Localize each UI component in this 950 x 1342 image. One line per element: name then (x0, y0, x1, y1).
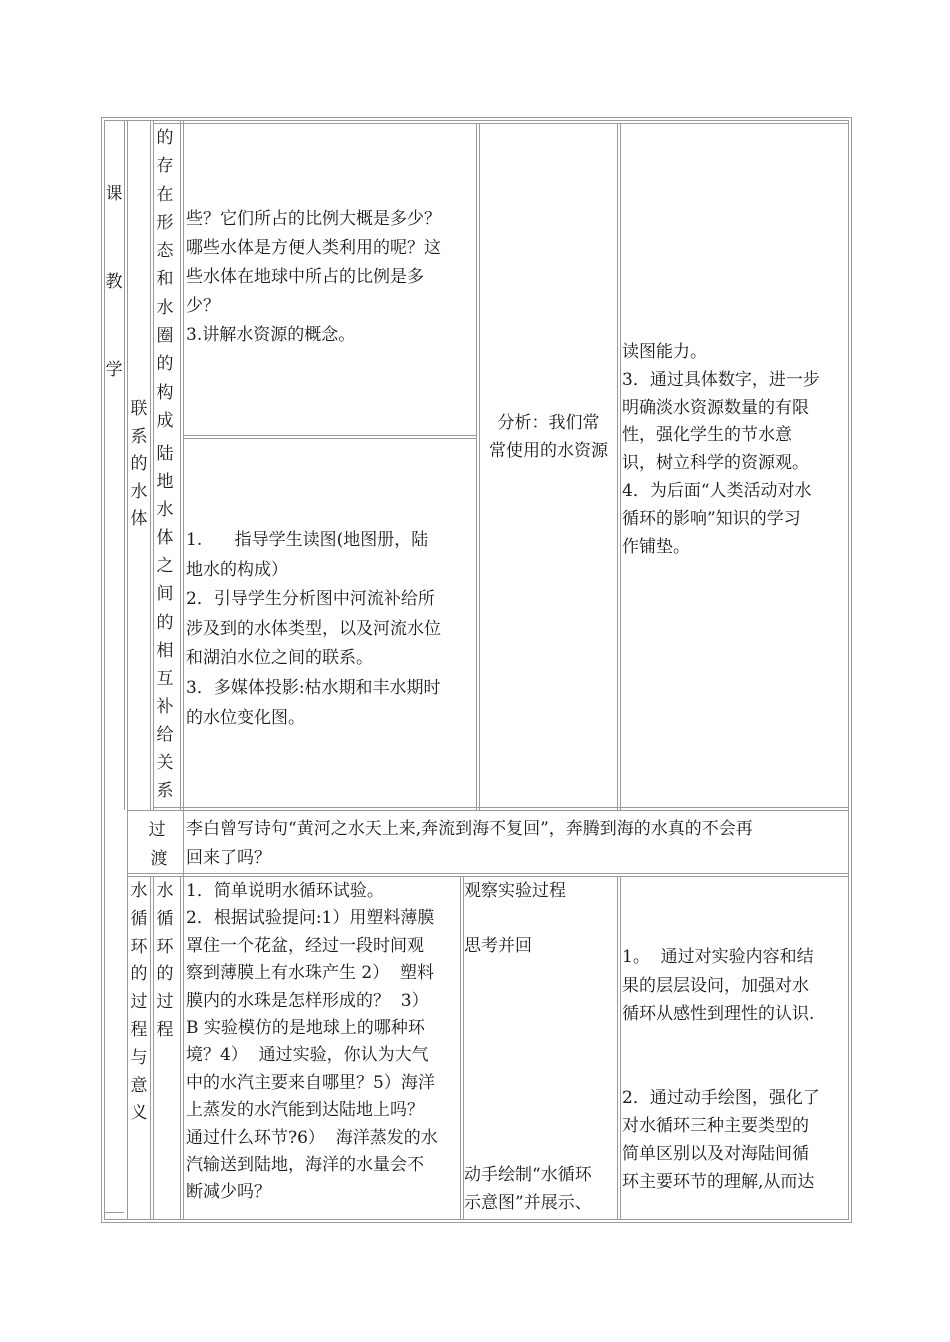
row3-intent-line: 简单区别以及对海陆间循 (622, 1144, 809, 1164)
row3-activity-line: 中的水汽主要来自哪里？5）海洋 (186, 1072, 435, 1093)
intent-line: 作铺垫。 (622, 536, 690, 557)
grid-line (127, 876, 849, 877)
teacher-activity-a (186, 205, 476, 350)
transition-text (186, 815, 848, 873)
intent-line: 读图能力。 (622, 342, 707, 362)
mid-label-text: 联系的水体 (130, 399, 148, 530)
row3-activity-line: 境？4） 通过实验，你认为大气 (186, 1045, 429, 1066)
mid-label (128, 396, 150, 534)
activity-a-line: 些水体在地球中所占的比例是多 (186, 267, 424, 287)
grid-line (479, 123, 480, 810)
grid-line (153, 807, 849, 808)
transition-label-line: 渡 (150, 849, 168, 869)
grid-line (183, 120, 184, 1220)
row3-activity-line: 察到薄膜上有水珠产生 2） 塑料 (186, 963, 435, 984)
grid-line (180, 876, 181, 1220)
intent-line: 3．通过具体数字，进一步 (622, 369, 820, 390)
grid-line (617, 123, 618, 810)
grid-line (180, 120, 181, 810)
activity-b-line: 1. 指导学生读图(地图册，陆 (186, 530, 429, 550)
grid-line (150, 120, 151, 810)
subtopic-a (154, 124, 176, 435)
row3-activity-line: 断减少吗？ (186, 1182, 271, 1203)
grid-line (620, 876, 621, 1220)
intent-line: 性，强化学生的节水意 (622, 425, 792, 446)
row3-intent-line: 2．通过动手绘图，强化了 (622, 1088, 820, 1108)
grid-line (153, 123, 849, 124)
subtopic-a-text: 的存在形态和水圈的构成 (156, 128, 174, 431)
grid-line (183, 438, 476, 439)
intent-line: 循环的影响”知识的学习 (622, 508, 801, 529)
grid-line (183, 435, 476, 436)
row3-activity (186, 878, 462, 1207)
grid-line (127, 810, 849, 811)
subtopic-b (154, 440, 176, 805)
grid-line (127, 873, 849, 874)
row3-activity-line: B 实验模仿的是地球上的哪种环 (186, 1018, 425, 1039)
activity-b-line: 的水位变化图。 (186, 707, 305, 728)
row3-subtopic (154, 878, 176, 1045)
grid-line (150, 876, 151, 1220)
activity-a-line: 少？ (186, 296, 220, 316)
activity-b-line: 2．引导学生分析图中河流补给所 (186, 589, 435, 610)
row3-subtopic-text: 水循环的过程 (156, 881, 174, 1040)
row3-intent-line: 对水循环三种主要类型的 (622, 1116, 809, 1136)
row3-activity-line: 膜内的水珠是怎样形成的？ 3） (186, 990, 429, 1011)
activity-a-line: 3.讲解水资源的概念。 (186, 325, 356, 345)
row3-activity-line: 1．简单说明水循环试验。 (186, 881, 384, 901)
grid-line (617, 876, 618, 1220)
row3-activity-line: 2．根据试验提问:1）用塑料薄膜 (186, 908, 435, 929)
row3-student-line: 观察实验过程 (464, 881, 566, 901)
student-line: 分析：我们常 (497, 413, 600, 433)
row3-student-c (464, 1161, 616, 1217)
activity-a-line: 哪些水体是方便人类利用的呢？这 (186, 238, 441, 258)
side-label (103, 150, 125, 414)
row3-activity-line: 罩住一个花盆，经过一段时间观 (186, 935, 424, 956)
row3-student-a (464, 878, 616, 906)
intent-line: 明确淡水资源数量的有限 (622, 397, 809, 418)
activity-b-line: 和湖泊水位之间的联系。 (186, 648, 373, 669)
activity-b-line: 3．多媒体投影:枯水期和丰水期时 (186, 677, 441, 698)
row3-activity-line: 汽输送到陆地，海洋的水量会不 (186, 1155, 424, 1176)
row3-student-b (464, 933, 616, 961)
transition-line: 李白曾写诗句“黄河之水天上来,奔流到海不复回”，奔腾到海的水真的不会再 (186, 819, 753, 839)
grid-line (620, 123, 621, 810)
row3-intent-line: 1。 通过对实验内容和结 (622, 947, 814, 967)
activity-b-line: 地水的构成） (186, 559, 288, 580)
subtopic-b-text: 陆地水体之间的相互补给关系 (156, 444, 174, 802)
grid-line (476, 123, 477, 810)
row3-intent-line: 环主要环节的理解,从而达 (622, 1172, 815, 1192)
row3-intent-line: 循环从感性到理性的认识. (622, 1004, 815, 1024)
transition-line: 回来了吗？ (186, 848, 271, 868)
transition-label-line: 过 (148, 820, 166, 840)
row3-topic (128, 878, 150, 1128)
activity-a-line: 些？它们所占的比例大概是多少？ (186, 209, 441, 229)
activity-b-line: 涉及到的水体类型，以及河流水位 (186, 618, 441, 639)
intent-line: 4．为后面“人类活动对水 (622, 480, 812, 501)
row3-topic-text: 水循环的过程与意义 (130, 881, 148, 1124)
grid-line (104, 1212, 124, 1213)
row3-student-line: 示意图”并展示、 (464, 1193, 592, 1213)
row3-intent-b (622, 1084, 848, 1196)
row3-student-line: 动手绘制“水循环 (464, 1165, 592, 1185)
row3-intent-line: 果的层层设问，加强对水 (622, 975, 809, 996)
row3-activity-line: 上蒸发的水汽能到达陆地上吗？ (186, 1100, 424, 1121)
student-activity (480, 409, 617, 465)
transition-label (128, 816, 182, 874)
side-label-text: 课教学 (105, 184, 123, 380)
design-intent (622, 339, 848, 561)
intent-line: 识，树立科学的资源观。 (622, 453, 809, 474)
row3-activity-line: 通过什么环节?6） 海洋蒸发的水 (186, 1127, 438, 1148)
teacher-activity-b (186, 526, 476, 733)
row3-intent-a (622, 943, 848, 1029)
row3-student-line: 思考并回 (464, 936, 532, 956)
student-line: 常使用的水资源 (489, 441, 608, 461)
